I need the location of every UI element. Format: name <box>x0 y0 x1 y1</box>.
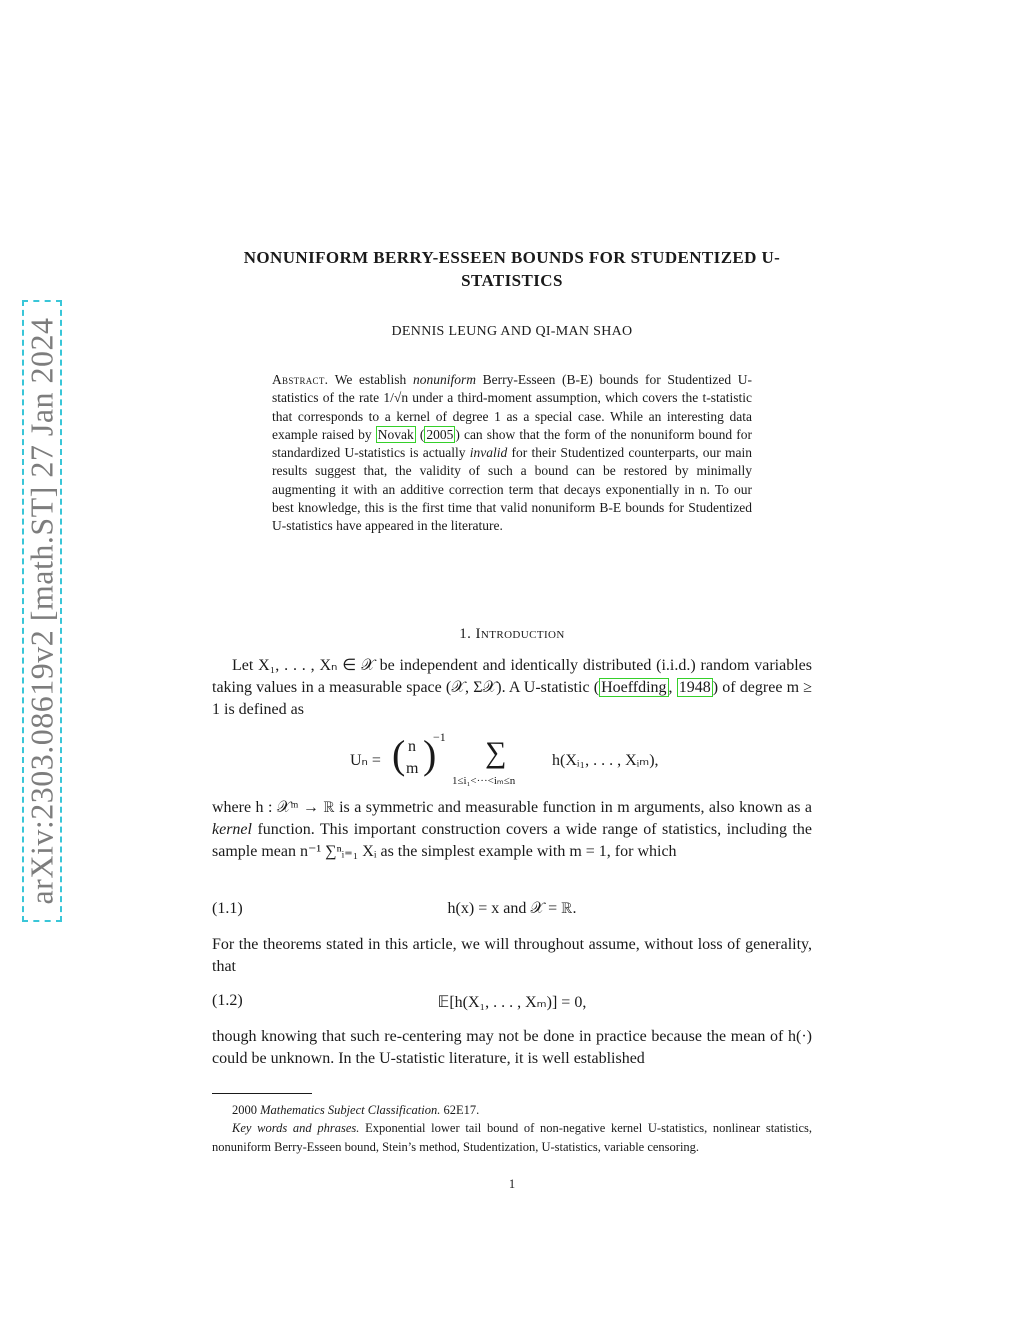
citation-hoeffding[interactable]: Hoeffding <box>601 679 667 696</box>
page-number: 1 <box>508 1177 516 1191</box>
eq-binom-bottom: m <box>406 760 419 777</box>
equation-1-2: 𝔼[h(X₁, . . . , Xₘ)] = 0, <box>437 994 587 1011</box>
footnote <box>212 1101 812 1156</box>
footnote-rule <box>212 1093 312 1094</box>
section-heading <box>212 626 812 643</box>
paper-title: NONUNIFORM BERRY-ESSEEN BOUNDS FOR STUDENTIZED U-STATISTICS <box>243 248 781 290</box>
abstract-emphasis-invalid: invalid <box>469 445 508 461</box>
msc-label: Mathematics Subject Classification. <box>260 1103 441 1117</box>
intro-text-2: ) of degree m ≥ 1 is defined as <box>212 679 813 718</box>
intro-text-1: Let X₁, . . . , Xₙ ∈ 𝒳 be independent and identically distributed (i.i.d.) random variables taking values in a measurable space (𝒳, Σ𝒳). A U-statistic ( <box>212 657 812 696</box>
footnote-msc <box>212 1101 812 1119</box>
abstract-text-1: We establish <box>334 372 407 387</box>
equation-1-1: h(x) = x and 𝒳 = ℝ. <box>447 900 577 917</box>
citation-novak-year[interactable]: 2005 <box>426 426 454 442</box>
u-statistic-equation <box>350 730 690 790</box>
arxiv-stamp <box>22 300 62 922</box>
msc-year: 2000 <box>232 1103 257 1117</box>
msc-code: 62E17. <box>443 1103 480 1117</box>
section-number: 1. <box>459 626 472 642</box>
footnote-keywords <box>212 1119 812 1156</box>
eq-sum-symbol: ∑ <box>485 736 507 769</box>
eq-sum-range: 1≤i₁<···<iₘ≤n <box>452 775 516 787</box>
keywords-label: Key words and phrases. <box>232 1121 360 1136</box>
eq-paren-right: ) <box>423 732 437 777</box>
keywords-text: Exponential lower tail bound of non-negative kernel U-statistics, nonlinear statistics, nonuniform Berry-Esseen bound, Stein’s method, Studentization, U-statistics, variable censoring. <box>212 1121 813 1154</box>
citation-novak[interactable]: Novak <box>377 426 414 442</box>
abstract-label: Abstract. <box>272 372 329 387</box>
equation-number-1-2: (1.2) <box>212 992 243 1009</box>
paper-authors: DENNIS LEUNG AND QI-MAN SHAO <box>391 324 633 339</box>
abstract-emphasis-nonuniform: nonuniform <box>412 372 476 387</box>
eq-rhs: h(Xᵢ₁, . . . , Xᵢₘ), <box>552 752 659 769</box>
eq-binom-top: n <box>408 738 416 755</box>
intro-paragraph-1: Let X₁, . . . , Xₙ ∈ 𝒳 be independent and identically distributed (i.i.d.) random variables taking values in a measurable space (𝒳, Σ𝒳). A U-statistic ( Hoeffding , 1948 ) of degree m ≥ 1 is defined as <box>212 657 813 718</box>
abstract-text-4: for their Studentized counterparts, our main results suggest that, the validity of such a bound can be restored by minimally augmenting it with an additive correction term that decays exponentially in n. To our best knowledge, this is the first time that valid nonuniform B-E bounds for Studentized U-statistics have appeared in the literature. <box>272 445 752 534</box>
abstract-text-3: can show that the form of the nonuniform bound for standardized U-statistics is actually <box>272 426 753 461</box>
abstract-text-2: Berry-Esseen (B-E) bounds for Studentized U-statistics of the rate 1/√n under a third-moment assumption, which covers the t-statistic that corresponds to a kernel of degree 1 as a special case. While an interesting data example raised by <box>272 372 753 442</box>
intro-text-4: function. This important construction covers a wide range of statistics, including the sample mean n⁻¹ ∑ⁿᵢ₌₁ Xᵢ as the simplest example with m = 1, for which <box>212 821 813 860</box>
intro-paragraph-4: though knowing that such re-centering may not be done in practice because the mean of h(·) could be unknown. In the U-statistic literature, it is well established <box>212 1028 812 1067</box>
intro-text-3: where h : 𝒳ᵐ → ℝ is a symmetric and measurable function in m arguments, also known as a <box>212 799 812 816</box>
eq-lhs: Uₙ = <box>350 752 381 769</box>
citation-hoeffding-year[interactable]: 1948 <box>678 679 711 696</box>
eq-exponent: −1 <box>433 730 446 744</box>
intro-paragraph-2 <box>212 797 812 863</box>
intro-paragraph-3: For the theorems stated in this article, we will throughout assume, without loss of generality, that <box>212 936 812 975</box>
abstract: Abstract. We establish nonuniform Berry-Esseen (B-E) bounds for Studentized U-statistics of the rate 1/√n under a third-moment assumption, which covers the t-statistic that corresponds to a kernel of degree 1 as a special case. While an interesting data example raised by Novak ( 2005 ) can show that the form of the nonuniform bound for standardized U-statistics is actually invalid for their Studentized counterparts, our main results suggest that, the validity of such a bound can be restored by minimally augmenting it with an additive correction term that decays exponentially in n. To our best knowledge, this is the first time that valid nonuniform B-E bounds for Studentized U-statistics have appeared in the literature. <box>272 372 753 534</box>
arxiv-identifier: arXiv:2303.08619v2 [math.ST] 27 Jan 2024 <box>23 317 60 905</box>
equation-number-1-1: (1.1) <box>212 900 243 917</box>
emphasis-kernel: kernel <box>212 821 252 838</box>
eq-paren-left: ( <box>392 732 406 777</box>
section-title: Introduction <box>475 626 565 642</box>
